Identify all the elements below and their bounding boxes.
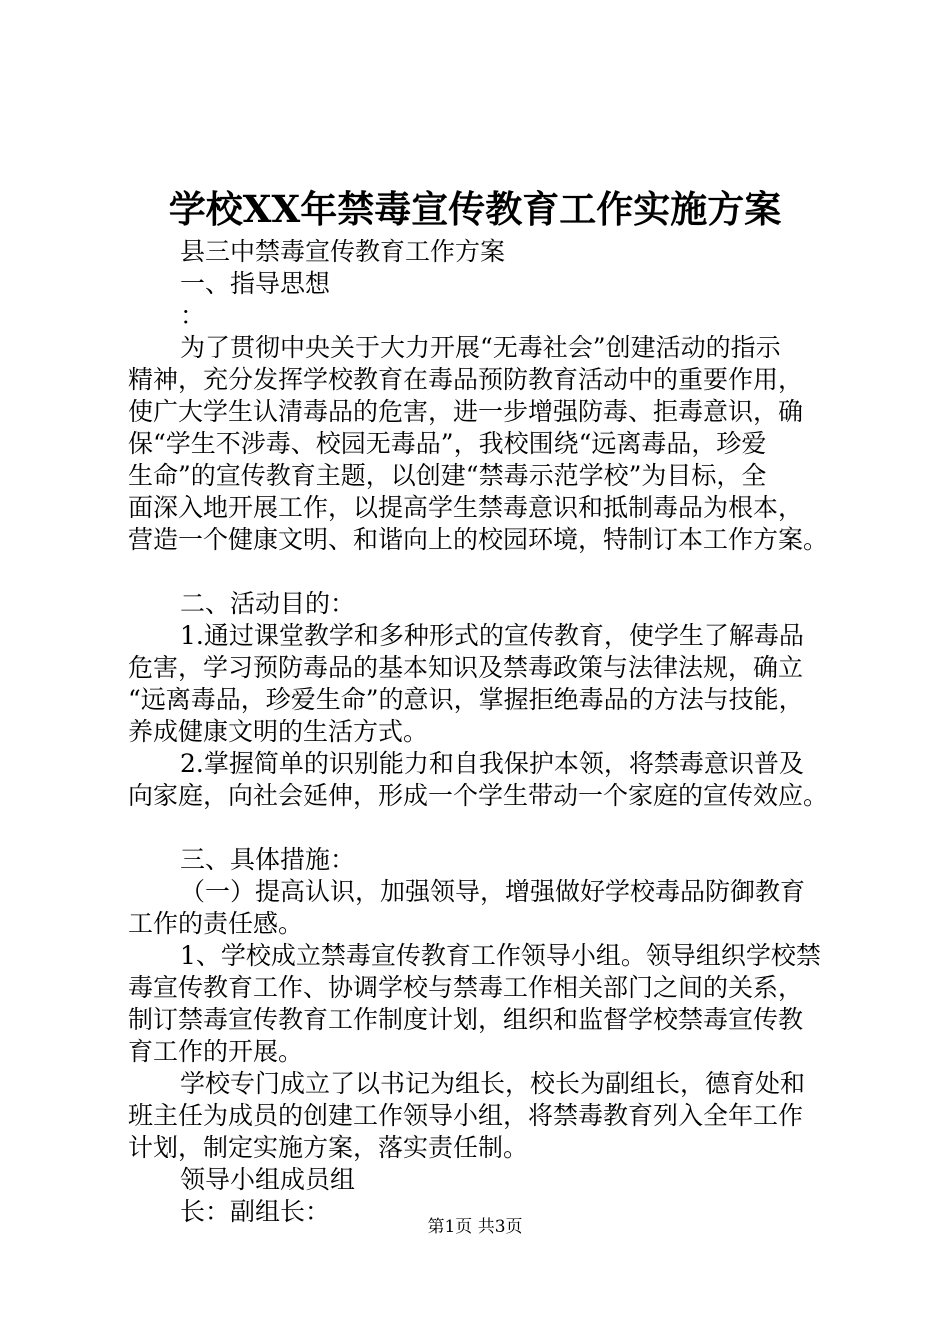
paragraph-gap — [128, 812, 848, 844]
page-footer: 第1页 共3页 — [427, 1217, 523, 1237]
section-heading-activity-goals: 二、活动目的： — [180, 589, 356, 618]
paragraph-line: 2.掌握简单的识别能力和自我保护本领，将禁毒意识普及 — [180, 749, 804, 778]
colon-line: ： — [180, 301, 206, 330]
paragraph-line: 毒宣传教育工作、协调学校与禁毒工作相关部门之间的关系， — [128, 973, 804, 1002]
paragraph-line: 育工作的开展。 — [128, 1037, 304, 1066]
paragraph-line: 向家庭，向社会延伸，形成一个学生带动一个家庭的宣传效应。 — [128, 781, 829, 810]
paragraph-line: 工作的责任感。 — [128, 909, 304, 938]
leadership-roles-line: 长：副组长： — [180, 1197, 331, 1226]
document-title: 学校XX年禁毒宣传教育工作实施方案 — [168, 187, 782, 231]
paragraph-line: 面深入地开展工作，以提高学生禁毒意识和抵制毒品为根本， — [128, 493, 804, 522]
paragraph-line: 营造一个健康文明、和谐向上的校园环境，特制订本工作方案。 — [128, 525, 829, 554]
paragraph-line: 养成健康文明的生活方式。 — [128, 717, 429, 746]
paragraph-line: 1.通过课堂教学和多种形式的宣传教育，使学生了解毒品 — [180, 621, 804, 650]
paragraph-line: “远离毒品，珍爱生命”的意识，掌握拒绝毒品的方法与技能， — [128, 685, 804, 714]
paragraph-line: 计划，制定实施方案，落实责任制。 — [128, 1133, 529, 1162]
section-heading-measures: 三、具体措施： — [180, 845, 356, 874]
paragraph-line: 精神，充分发挥学校教育在毒品预防教育活动中的重要作用， — [128, 365, 804, 394]
paragraph-line: 为了贯彻中央关于大力开展“无毒社会”创建活动的指示 — [180, 333, 781, 362]
leadership-group-line: 领导小组成员组 — [180, 1165, 356, 1194]
paragraph-line: 生命”的宣传教育主题，以创建“禁毒示范学校”为目标，全 — [128, 461, 767, 490]
paragraph-line: 学校专门成立了以书记为组长，校长为副组长，德育处和 — [180, 1069, 806, 1098]
section-heading-guiding-thought: 一、指导思想 — [180, 269, 331, 298]
paragraph-line: 危害，学习预防毒品的基本知识及禁毒政策与法律法规，确立 — [128, 653, 804, 682]
paragraph-line: 使广大学生认清毒品的危害，进一步增强防毒、拒毒意识，确 — [128, 397, 804, 426]
paragraph-line: 1、学校成立禁毒宣传教育工作领导小组。领导组织学校禁 — [180, 941, 821, 970]
school-plan-heading: 县三中禁毒宣传教育工作方案 — [180, 237, 506, 266]
document-body — [128, 236, 848, 1228]
paragraph-gap — [128, 556, 848, 588]
paragraph-line: （一）提高认识，加强领导，增强做好学校毒品防御教育 — [180, 877, 806, 906]
paragraph-line: 班主任为成员的创建工作领导小组，将禁毒教育列入全年工作 — [128, 1101, 804, 1130]
paragraph-line: 制订禁毒宣传教育工作制度计划，组织和监督学校禁毒宣传教 — [128, 1005, 804, 1034]
paragraph-line: 保“学生不涉毒、校园无毒品”，我校围绕“远离毒品，珍爱 — [128, 429, 767, 458]
